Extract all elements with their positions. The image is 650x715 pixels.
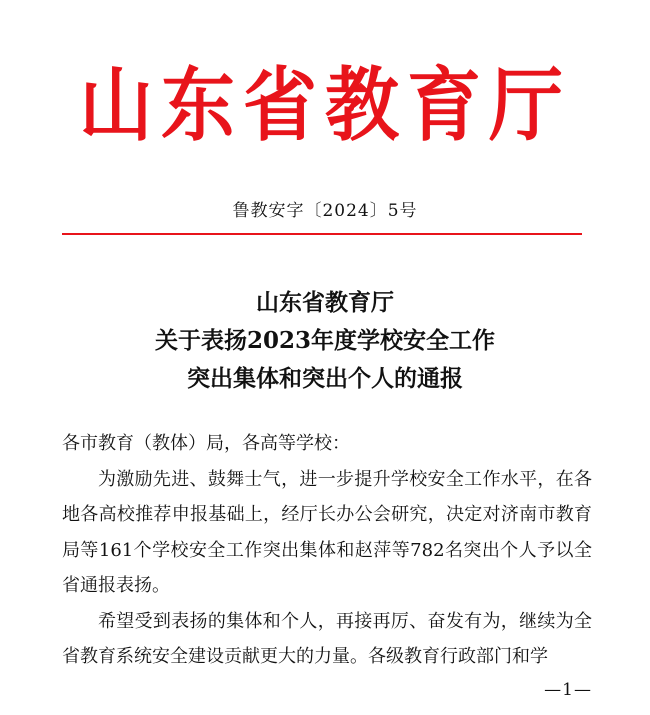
title-line-2: 关于表扬2023年度学校安全工作 <box>154 327 495 354</box>
document-body <box>62 426 592 675</box>
paragraph-1: 为激励先进、鼓舞士气，进一步提升学校安全工作水平，在各地各高校推荐申报基础上，经厅长办公会研究，决定对济南市教育局等161个学校安全工作突出集体和赵萍等782名突出个人予以全省通报表扬。 <box>62 468 592 596</box>
masthead: 山东省教育厅 <box>79 59 571 153</box>
paragraph-2: 希望受到表扬的集体和个人，再接再厉、奋发有为，继续为全省教育系统安全建设贡献更大的力量。各级教育行政部门和学 <box>62 610 592 667</box>
title-line-3: 突出集体和突出个人的通报 <box>187 365 463 392</box>
document-number: 鲁教安字〔2024〕5号 <box>232 201 418 221</box>
salutation: 各市教育（教体）局，各高等学校： <box>62 433 350 454</box>
document-title <box>0 284 650 398</box>
title-line-1: 山东省教育厅 <box>256 289 394 316</box>
page-number: —1— <box>544 680 592 700</box>
red-divider-line <box>62 233 582 235</box>
